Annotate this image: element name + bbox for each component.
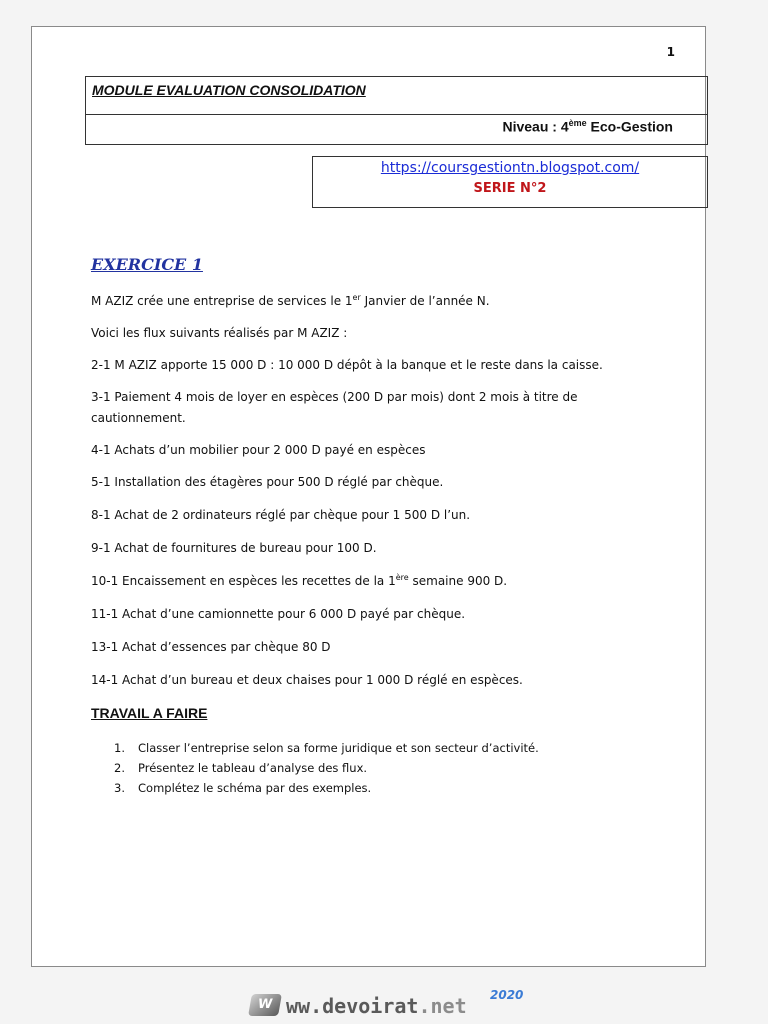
- header-row-niveau: [86, 115, 707, 145]
- page-number: 1: [666, 45, 675, 59]
- flux-item-10-text-after: semaine 900 D.: [408, 574, 508, 588]
- flux-item: 3-1 Paiement 4 mois de loyer en espèces (200 D par mois) dont 2 mois à titre de cautionnement.: [91, 390, 578, 425]
- todo-text: Présentez le tableau d’analyse des flux.: [138, 761, 368, 775]
- todo-num: 2.: [114, 761, 125, 775]
- watermark-year: 2020: [490, 988, 524, 1002]
- module-title: MODULE EVALUATION CONSOLIDATION: [92, 82, 366, 98]
- exercise-title: EXERCICE 1: [91, 255, 203, 274]
- devoirat-logo-icon: W: [248, 994, 282, 1016]
- todo-item: [114, 738, 539, 758]
- exercise-intro: [91, 291, 691, 312]
- todo-title: TRAVAIL A FAIRE: [91, 705, 208, 721]
- todo-list: [114, 738, 539, 798]
- flux-item: 11-1 Achat d’une camionnette pour 6 000 D payé par chèque.: [91, 607, 466, 621]
- todo-text: Classer l’entreprise selon sa forme juridique et son secteur d’activité.: [138, 741, 539, 755]
- niveau-label: Niveau : 4: [502, 118, 569, 135]
- document-page: [31, 26, 706, 967]
- serie-label: SERIE N°2: [473, 181, 547, 196]
- intro-text: M AZIZ crée une entreprise de services le 1: [91, 294, 353, 308]
- flux-item: 8-1 Achat de 2 ordinateurs réglé par chèque pour 1 500 D l’un.: [91, 508, 471, 522]
- watermark-text: [286, 994, 467, 1018]
- niveau-sup: ème: [568, 118, 587, 128]
- exercise-content: [91, 291, 691, 703]
- header-table: [85, 76, 708, 145]
- todo-num: 3.: [114, 781, 125, 795]
- flux-item: [91, 571, 691, 592]
- flux-item: 13-1 Achat d’essences par chèque 80 D: [91, 640, 331, 654]
- blog-link[interactable]: https://coursgestiontn.blogspot.com/: [380, 160, 640, 176]
- todo-num: 1.: [114, 741, 125, 755]
- header-row-module: [86, 77, 707, 115]
- flux-intro: Voici les flux suivants réalisés par M AZIZ :: [91, 326, 348, 340]
- watermark[interactable]: [250, 990, 540, 1022]
- flux-item: 2-1 M AZIZ apporte 15 000 D : 10 000 D dépôt à la banque et le reste dans la caisse.: [91, 358, 603, 372]
- todo-text: Complétez le schéma par des exemples.: [138, 781, 372, 795]
- flux-item: 14-1 Achat d’un bureau et deux chaises pour 1 000 D réglé en espèces.: [91, 673, 523, 687]
- link-box: [312, 156, 708, 208]
- todo-item: [114, 778, 539, 798]
- flux-item: 5-1 Installation des étagères pour 500 D réglé par chèque.: [91, 475, 444, 489]
- niveau-rest: Eco-Gestion: [586, 118, 673, 135]
- flux-item-10-sup: ère: [395, 573, 409, 582]
- todo-item: [114, 758, 539, 778]
- watermark-domain: ww.devoirat: [286, 994, 419, 1018]
- intro-sup: er: [352, 293, 361, 302]
- intro-text-after: Janvier de l’année N.: [360, 294, 490, 308]
- flux-item: 4-1 Achats d’un mobilier pour 2 000 D payé en espèces: [91, 443, 426, 457]
- flux-item: 9-1 Achat de fournitures de bureau pour 100 D.: [91, 541, 377, 555]
- flux-item-10-text: 10-1 Encaissement en espèces les recettes de la 1: [91, 574, 396, 588]
- watermark-tld: .net: [418, 994, 467, 1018]
